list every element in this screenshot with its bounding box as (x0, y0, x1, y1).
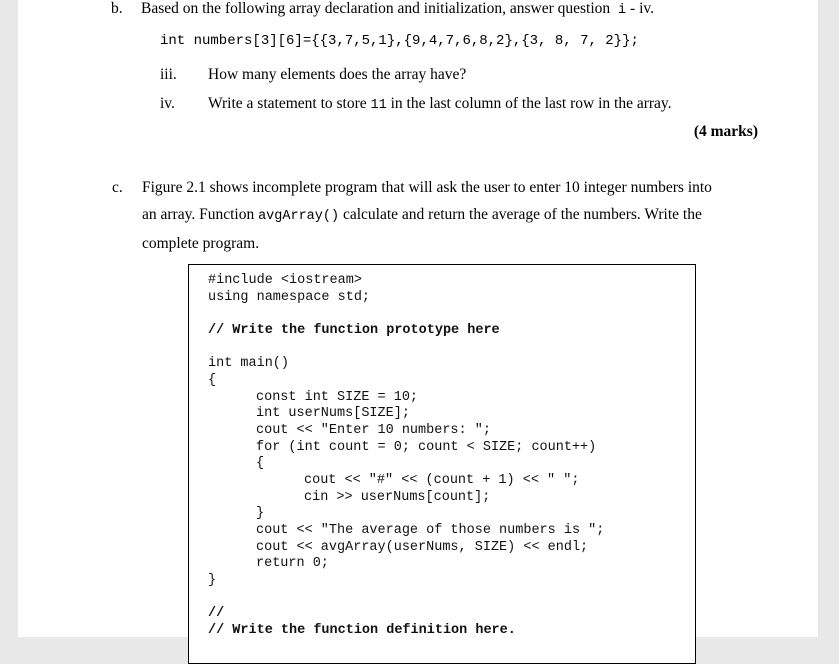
code-average-text: cout << "The average of those numbers is "; (256, 523, 605, 538)
code-main-close-brace: } (208, 573, 217, 588)
code-prompt: cout << "Enter 10 numbers: "; (256, 423, 491, 438)
code-cin: cin >> userNums[count]; (304, 490, 491, 505)
code-main-signature: int main() (208, 356, 290, 371)
question-iv-post: in the last column of the last row in the array. (390, 95, 672, 112)
section-b-range-end: iv. (639, 0, 655, 17)
code-return: return 0; (256, 556, 329, 571)
question-iv-code: 11 (370, 98, 387, 113)
section-b-intro-text: Based on the following array declaration and initialization, answer question (141, 0, 611, 17)
code-using: using namespace std; (208, 290, 371, 305)
code-const-size: const int SIZE = 10; (256, 390, 419, 405)
code-array-decl: int userNums[SIZE]; (256, 406, 410, 421)
question-iii-text: How many elements does the array have? (208, 66, 467, 83)
code-for-close-brace: } (256, 506, 265, 521)
code-for-loop: for (int count = 0; count < SIZE; count++) (256, 440, 597, 455)
code-comment-slashes: // (208, 606, 225, 621)
question-iv-text (208, 95, 672, 113)
code-comment-definition: // Write the function definition here. (208, 623, 516, 638)
section-c-line-1: Figure 2.1 shows incomplete program that will ask the user to enter 10 integer numbers into (142, 179, 712, 196)
section-b-range-start: i (618, 3, 627, 18)
question-iv-pre: Write a statement to store (208, 95, 367, 112)
section-b-intro (141, 0, 654, 18)
section-b-marker: b. (111, 0, 123, 17)
question-iii-number: iii. (160, 66, 177, 83)
marks-label: (4 marks) (693, 123, 758, 140)
code-cout-count: cout << "#" << (count + 1) << " "; (304, 473, 580, 488)
question-iv-number: iv. (160, 95, 175, 112)
section-b-range-dash: - (630, 0, 636, 17)
code-figure-box (188, 264, 696, 664)
section-c-line-3: complete program. (142, 235, 260, 252)
code-include: #include <iostream> (208, 273, 362, 288)
code-for-open-brace: { (256, 456, 265, 471)
section-c-marker: c. (112, 179, 123, 196)
section-c-line-2-post: calculate and return the average of the numbers. Write the (342, 206, 702, 223)
code-average-call: cout << avgArray(userNums, SIZE) << endl; (256, 540, 589, 555)
code-comment-prototype: // Write the function prototype here (208, 323, 500, 338)
code-main-open-brace: { (208, 373, 217, 388)
section-c-line-2-pre: an array. Function (142, 206, 255, 223)
document-page (18, 0, 818, 637)
function-name-inline: avgArray() (258, 209, 340, 224)
section-c-line-2 (142, 206, 702, 224)
array-declaration: int numbers[3][6]={{3,7,5,1},{9,4,7,6,8,2},{3, 8, 7, 2}}; (160, 33, 639, 49)
